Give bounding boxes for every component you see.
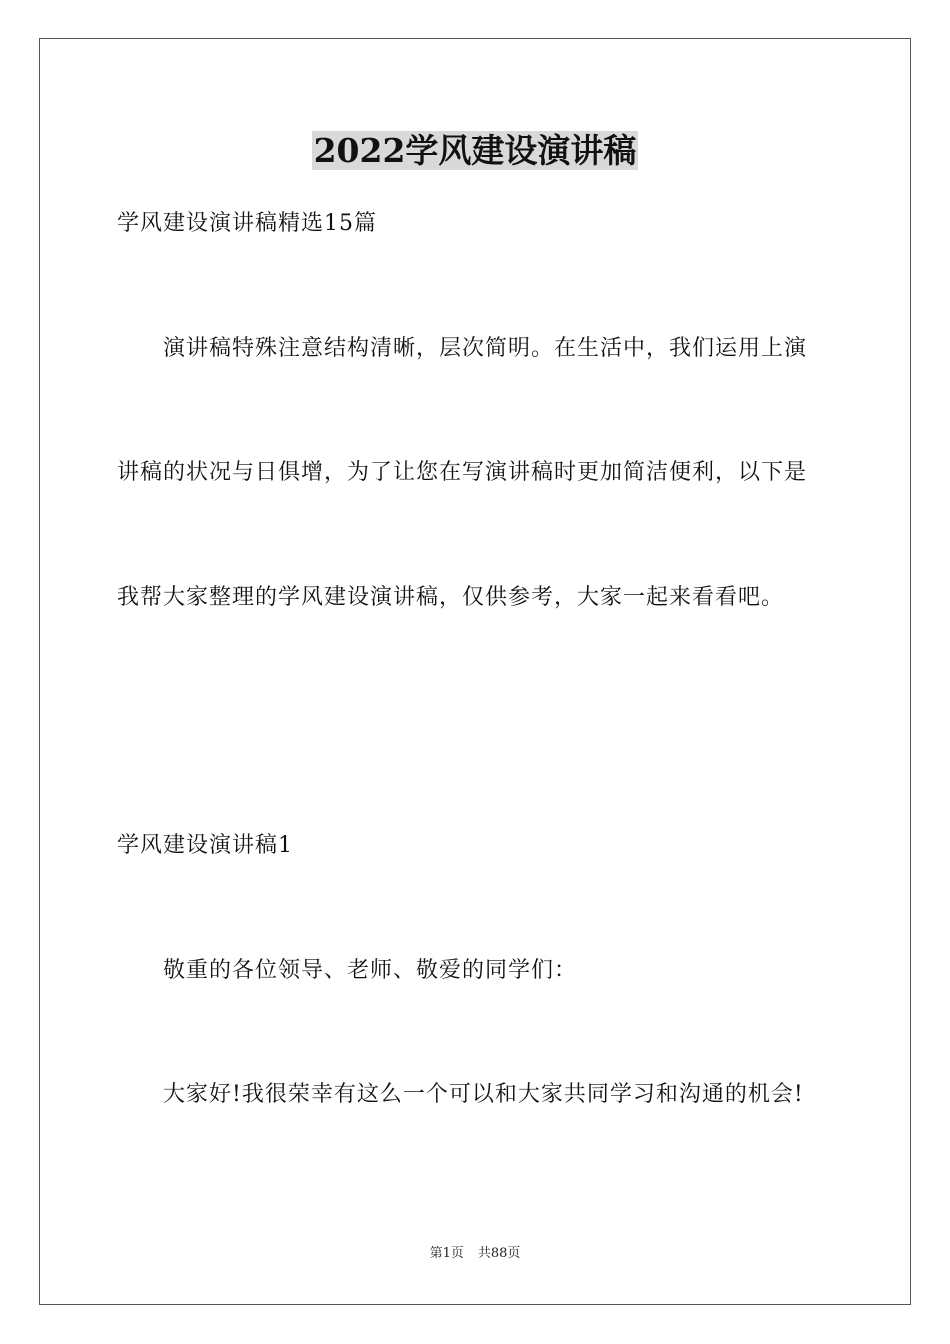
section-heading: 学风建设演讲稿1 bbox=[117, 833, 293, 858]
intro-line-2: 讲稿的状况与日俱增，为了让您在写演讲稿时更加简洁便利，以下是 bbox=[117, 460, 808, 485]
opening-line: 大家好!我很荣幸有这么一个可以和大家共同学习和沟通的机会! bbox=[163, 1082, 804, 1107]
page-footer bbox=[0, 1245, 950, 1263]
greeting-line: 敬重的各位领导、老师、敬爱的同学们： bbox=[163, 958, 578, 983]
document-title-text: 2022学风建设演讲稿 bbox=[313, 131, 637, 170]
document-title bbox=[0, 127, 950, 175]
intro-line-3: 我帮大家整理的学风建设演讲稿，仅供参考，大家一起来看看吧。 bbox=[117, 585, 785, 610]
document-subtitle: 学风建设演讲稿精选15篇 bbox=[117, 211, 377, 236]
page-number: 第1页 bbox=[429, 1246, 464, 1261]
intro-line-1: 演讲稿特殊注意结构清晰，层次简明。在生活中，我们运用上演 bbox=[163, 336, 808, 361]
page-total: 共88页 bbox=[477, 1246, 521, 1261]
